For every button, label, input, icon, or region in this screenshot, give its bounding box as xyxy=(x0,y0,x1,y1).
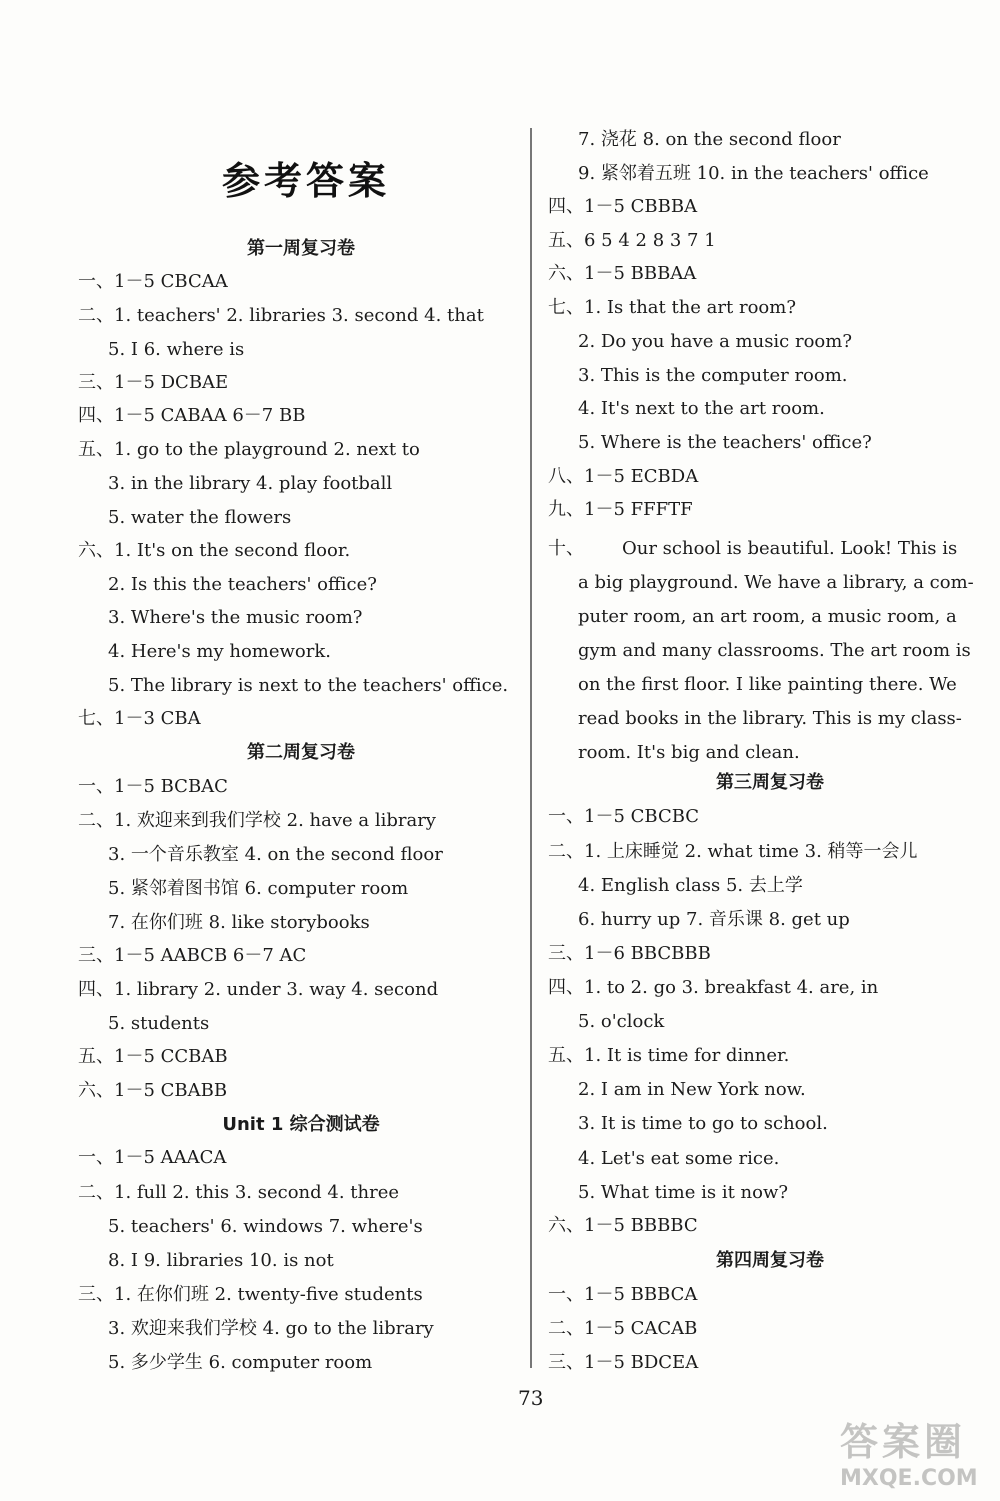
answer-line: 6. hurry up 7. 音乐课 8. get up xyxy=(578,909,850,930)
answer-line: 二、1－5 CACAB xyxy=(548,1318,698,1339)
answer-line: 七、1－3 CBA xyxy=(78,708,201,729)
answer-line: 7. 在你们班 8. like storybooks xyxy=(108,912,370,933)
answer-ten-line: Our school is beautiful. Look! This is xyxy=(622,538,958,559)
answer-line: 二、1. 欢迎来到我们学校 2. have a library xyxy=(78,810,436,831)
answer-ten-line: on the first floor. I like painting there. We xyxy=(578,674,957,695)
answer-line: 三、1. 在你们班 2. twenty-five students xyxy=(78,1284,423,1305)
page-title: 参考答案 xyxy=(222,159,391,203)
answer-line: 二、1. teachers' 2. libraries 3. second 4. that xyxy=(78,305,484,326)
answer-line: 二、1. 上床睡觉 2. what time 3. 稍等一会儿 xyxy=(548,841,918,862)
section-heading: Unit 1 综合测试卷 xyxy=(222,1114,380,1135)
answer-line: 9. 紧邻着五班 10. in the teachers' office xyxy=(578,163,929,184)
answer-line: 六、1－5 BBBBC xyxy=(548,1215,698,1236)
answer-line: 一、1－5 AAACA xyxy=(78,1147,227,1168)
answer-line: 5. 紧邻着图书馆 6. computer room xyxy=(108,878,409,899)
answer-line: 二、1. full 2. this 3. second 4. three xyxy=(78,1182,399,1203)
answer-line: 五、6 5 4 2 8 3 7 1 xyxy=(548,230,716,251)
column-divider xyxy=(530,128,532,1368)
answer-line: 2. Do you have a music room? xyxy=(578,331,852,352)
answer-line: 4. It's next to the art room. xyxy=(578,398,825,419)
answer-ten-line: read books in the library. This is my class- xyxy=(578,708,962,729)
answer-line: 六、1－5 BBBAA xyxy=(548,263,697,284)
answer-line: 3. This is the computer room. xyxy=(578,365,848,386)
answer-line: 六、1－5 CBABB xyxy=(78,1080,228,1101)
answer-line: 三、1－5 DCBAE xyxy=(78,372,229,393)
answer-ten-line: puter room, an art room, a music room, a xyxy=(578,606,957,627)
answer-line: 5. The library is next to the teachers' office. xyxy=(108,675,509,696)
answer-ten-block xyxy=(548,532,992,770)
answer-line: 九、1－5 FFFTF xyxy=(548,499,693,520)
answer-line: 3. in the library 4. play football xyxy=(108,473,393,494)
answer-line: 一、1－5 BBBCA xyxy=(548,1284,698,1305)
answer-ten-line: room. It's big and clean. xyxy=(578,742,800,763)
answer-line: 五、1. It is time for dinner. xyxy=(548,1045,790,1066)
answer-line: 3. 一个音乐教室 4. on the second floor xyxy=(108,844,443,865)
section-heading: 第二周复习卷 xyxy=(247,742,355,763)
section-heading: 第一周复习卷 xyxy=(247,238,355,259)
answer-line: 5. Where is the teachers' office? xyxy=(578,432,872,453)
answer-ten-line: a big playground. We have a library, a com- xyxy=(578,572,974,593)
answer-line: 5. I 6. where is xyxy=(108,339,245,360)
watermark-logo: 答案圈 MXQE.COM xyxy=(840,1420,978,1491)
answer-line: 七、1. Is that the art room? xyxy=(548,297,796,318)
answer-line: 5. students xyxy=(108,1013,210,1034)
answer-line: 7. 浇花 8. on the second floor xyxy=(578,129,841,150)
answer-line: 5. water the flowers xyxy=(108,507,292,528)
answer-line: 4. Here's my homework. xyxy=(108,641,331,662)
answer-line: 8. I 9. libraries 10. is not xyxy=(108,1250,334,1271)
answer-line: 四、1－5 CBBBA xyxy=(548,196,698,217)
answer-line: 四、1－5 CABAA 6－7 BB xyxy=(78,405,306,426)
section-heading: 第四周复习卷 xyxy=(716,1250,824,1271)
answer-line: 一、1－5 BCBAC xyxy=(78,776,228,797)
answer-line: 三、1－5 AABCB 6－7 AC xyxy=(78,945,307,966)
answer-line: 一、1－5 CBCAA xyxy=(78,271,228,292)
answer-line: 八、1－5 ECBDA xyxy=(548,466,699,487)
answer-line: 5. What time is it now? xyxy=(578,1182,789,1203)
answer-ten-prefix: 十、 xyxy=(548,538,584,559)
answer-line: 4. English class 5. 去上学 xyxy=(578,875,803,896)
section-heading: 第三周复习卷 xyxy=(716,772,824,793)
page-number: 73 xyxy=(518,1386,544,1410)
answer-line: 3. 欢迎来我们学校 4. go to the library xyxy=(108,1318,434,1339)
answer-line: 2. I am in New York now. xyxy=(578,1079,806,1100)
answer-ten-line: gym and many classrooms. The art room is xyxy=(578,640,971,661)
answer-line: 5. teachers' 6. windows 7. where's xyxy=(108,1216,423,1237)
answer-line: 3. Where's the music room? xyxy=(108,607,363,628)
answer-line: 四、1. to 2. go 3. breakfast 4. are, in xyxy=(548,977,879,998)
answer-line: 三、1－6 BBCBBB xyxy=(548,943,711,964)
answer-line: 五、1. go to the playground 2. next to xyxy=(78,439,420,460)
answer-line: 5. 多少学生 6. computer room xyxy=(108,1352,373,1373)
answer-line: 五、1－5 CCBAB xyxy=(78,1046,228,1067)
answer-line: 四、1. library 2. under 3. way 4. second xyxy=(78,979,439,1000)
answer-line: 六、1. It's on the second floor. xyxy=(78,540,351,561)
answer-line: 3. It is time to go to school. xyxy=(578,1113,828,1134)
answer-line: 2. Is this the teachers' office? xyxy=(108,574,377,595)
answer-line: 5. o'clock xyxy=(578,1011,665,1032)
answer-line: 一、1－5 CBCBC xyxy=(548,806,700,827)
answer-line: 三、1－5 BDCEA xyxy=(548,1352,699,1373)
answer-line: 4. Let's eat some rice. xyxy=(578,1148,780,1169)
